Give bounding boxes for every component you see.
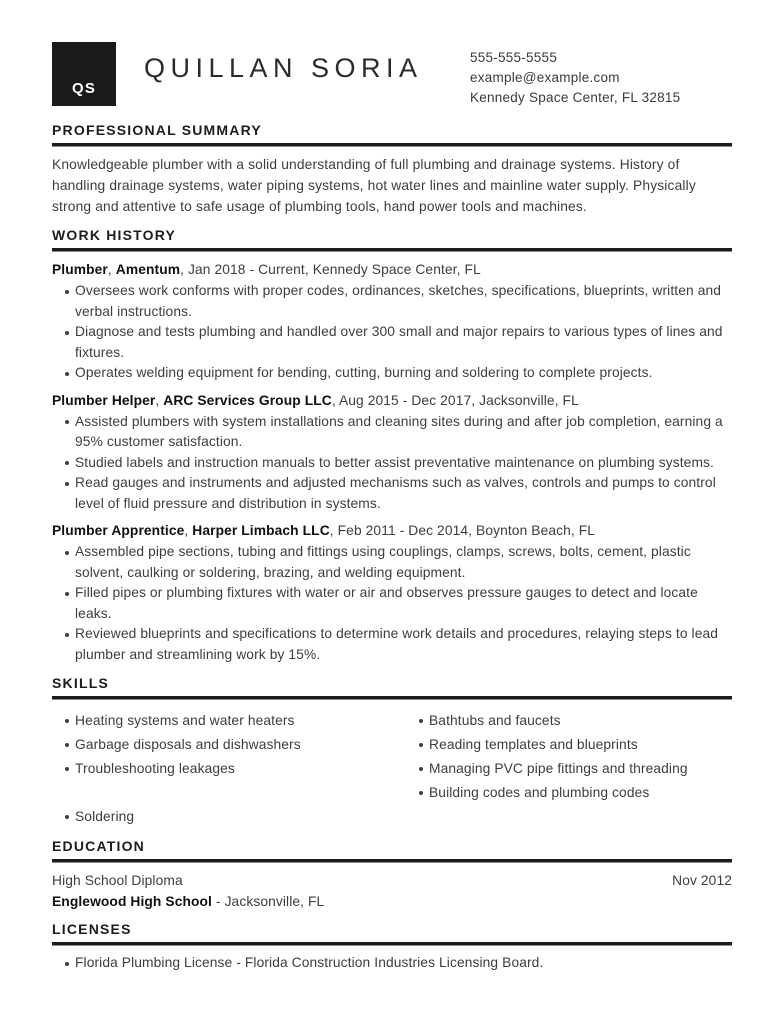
job-separator: , (304, 262, 313, 277)
job-separator: , (155, 392, 164, 408)
contact-phone: 555-555-5555 (470, 50, 558, 65)
contact-block (470, 42, 732, 108)
job-company: Harper Limbach LLC (192, 523, 330, 538)
skill-item: Troubleshooting leakages (52, 757, 392, 781)
job-location: Kennedy Space Center, FL (312, 262, 481, 277)
job-dates: Aug 2015 - Dec 2017 (338, 392, 472, 408)
section-skills (52, 675, 732, 829)
job-separator: , (468, 523, 477, 538)
candidate-name: QUILLAN SORIA (144, 53, 423, 83)
education-school-name: Englewood High School (52, 894, 212, 909)
work-history-entry (52, 390, 732, 515)
license-item: Florida Plumbing License - Florida Construction Industries Licensing Board. (52, 953, 732, 974)
skill-item: Bathtubs and faucets (406, 709, 732, 733)
monogram-initials: QS (71, 80, 97, 97)
summary-text: Knowledgeable plumber with a solid understanding of full plumbing and drainage systems. History of handling drainage systems, water piping systems, hot water lines and mainline water supply. Physically strong and attentive to safe usage of plumbing tools, hand power tools and machines. (52, 157, 696, 214)
skill-item: Garbage disposals and dishwashers (52, 733, 392, 757)
section-licenses (52, 921, 732, 974)
skills-column-left (52, 709, 392, 829)
job-role: Plumber (52, 262, 108, 277)
job-separator: , (471, 392, 480, 408)
job-separator: , (329, 523, 338, 538)
job-company: ARC Services Group LLC (163, 392, 332, 408)
education-school-separator: - (212, 894, 225, 909)
section-divider (52, 143, 732, 147)
skill-item: Managing PVC pipe fittings and threading (406, 757, 732, 781)
job-bullet: Reviewed blueprints and specifications to determine work details and procedures, relaying steps to lead plumber and streamlining work by 15%. (52, 624, 732, 665)
skills-list-right (406, 709, 732, 805)
monogram-logo (52, 42, 116, 106)
section-title-work-history: WORK HISTORY (52, 227, 177, 243)
job-header-line (52, 390, 732, 411)
job-separator: , (180, 262, 188, 277)
job-company: Amentum (115, 262, 181, 277)
section-divider (52, 942, 732, 946)
job-bullet: Read gauges and instruments and adjusted mechanisms such as valves, controls and pumps to control level of fluid pressure and distribution in systems. (52, 473, 732, 514)
skill-item: Heating systems and water heaters (52, 709, 392, 733)
skill-item: Building codes and plumbing codes (406, 781, 732, 805)
section-work-history (52, 227, 732, 665)
licenses-list (52, 953, 732, 974)
job-location: Jacksonville, FL (479, 392, 579, 408)
work-history-list (52, 259, 732, 665)
job-bullet: Filled pipes or plumbing fixtures with water or air and observes pressure gauges to detect and locate leaks. (52, 583, 732, 624)
skills-list-left (52, 709, 392, 829)
section-title-education: EDUCATION (52, 838, 145, 854)
section-title-licenses: LICENSES (52, 921, 132, 937)
job-separator: , (331, 392, 339, 408)
skill-item: Reading templates and blueprints (406, 733, 732, 757)
job-bullet: Operates welding equipment for bending, cutting, burning and soldering to complete projects. (52, 363, 732, 384)
job-bullet-list (52, 542, 732, 665)
education-degree: High School Diploma (52, 873, 183, 888)
education-school-location: Jacksonville, FL (224, 894, 325, 909)
work-history-entry (52, 259, 732, 384)
job-bullet: Studied labels and instruction manuals to better assist preventative maintenance on plumbing systems. (52, 453, 732, 474)
section-divider (52, 248, 732, 252)
job-bullet: Assembled pipe sections, tubing and fittings using couplings, clamps, screws, bolts, cement, plastic solvent, caulking or soldering, brazing, and welding equipment. (52, 542, 732, 583)
job-dates: Feb 2011 - Dec 2014 (337, 523, 469, 538)
skills-columns (52, 707, 732, 829)
job-bullet-list (52, 412, 732, 515)
section-professional-summary (52, 122, 732, 217)
skills-column-right (392, 709, 732, 829)
resume-header (52, 42, 732, 112)
job-header-line (52, 259, 732, 280)
job-bullet: Oversees work conforms with proper codes, ordinances, sketches, specifications, blueprints, written and verbal instructions. (52, 281, 732, 322)
job-role: Plumber Helper (52, 392, 156, 408)
work-history-entry (52, 520, 732, 665)
section-title-summary: PROFESSIONAL SUMMARY (52, 122, 262, 138)
job-header-line (52, 520, 732, 541)
job-bullet: Diagnose and tests plumbing and handled over 300 small and major repairs to various types of lines and fixtures. (52, 322, 732, 363)
education-row (52, 870, 732, 891)
job-separator: , (184, 523, 193, 538)
job-separator: , (107, 262, 116, 277)
education-date: Nov 2012 (672, 873, 732, 888)
job-bullet-list (52, 281, 732, 384)
contact-email: example@example.com (470, 70, 620, 85)
contact-location: Kennedy Space Center, FL 32815 (470, 90, 681, 105)
section-divider (52, 859, 732, 863)
name-block (116, 42, 470, 84)
job-bullet: Assisted plumbers with system installations and cleaning sites during and after job completion, earning a 95% customer satisfaction. (52, 412, 732, 453)
education-school-line (52, 891, 732, 912)
skill-item: Soldering (52, 805, 392, 829)
job-location: Boynton Beach, FL (476, 523, 596, 538)
section-education (52, 838, 732, 912)
section-divider (52, 696, 732, 700)
section-title-skills: SKILLS (52, 675, 109, 691)
job-role: Plumber Apprentice (52, 523, 185, 538)
job-dates: Jan 2018 - Current (187, 262, 305, 277)
